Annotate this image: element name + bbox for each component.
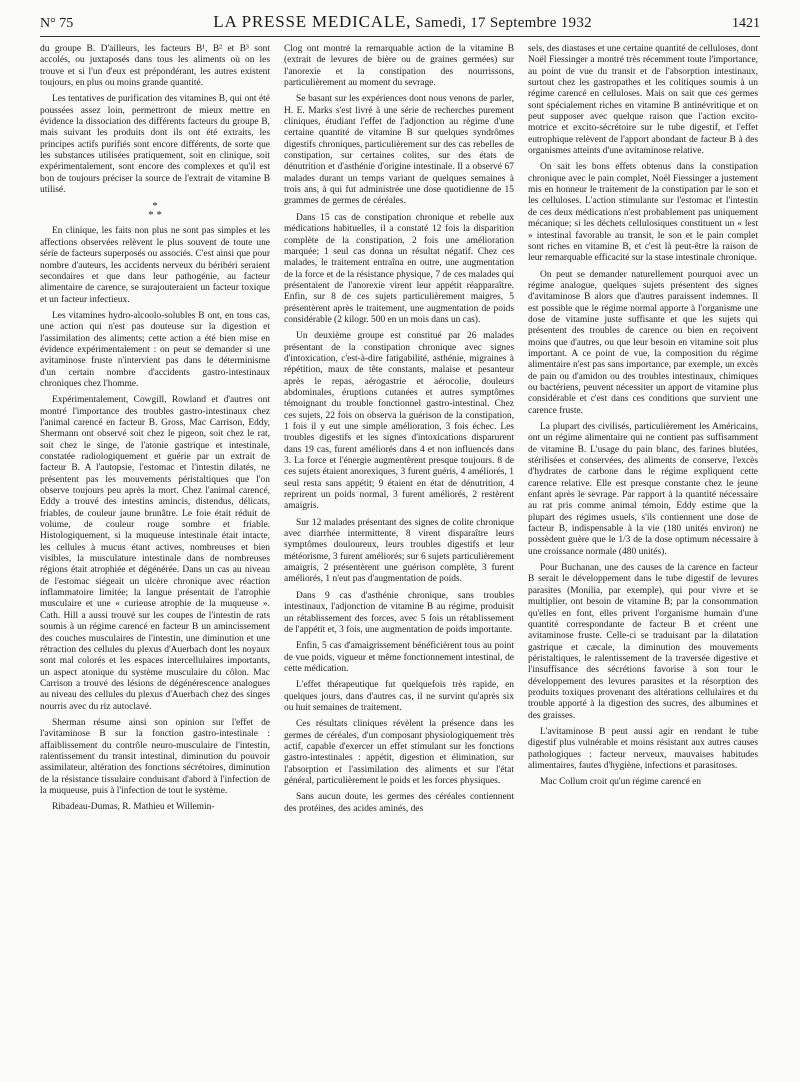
column-1 (40, 44, 270, 1074)
column-3 (528, 44, 758, 1074)
column-2 (284, 44, 514, 1074)
paragraph: Un deuxième groupe est constitué par 26 malades présentant de la constipation chronique avec signes d'intoxication, c'est-à-dire fatigabilité, asthénie, migraines à répétition, maux de tête constants, malaise et pesanteur après le repas, aérogastrie et aérocolie, douleurs abdominales, éruptions cutanées et autres symptômes témoignant du trouble fonctionnel gastro-intestinal. Chez ces sujets, 22 fois on observa la guérison de la constipation, 1 fois il y eut une simple amélioration, 3 fois échec. Les troubles digestifs et les signes d'intoxications disparurent dans 19 cas, furent améliorés dans 4 et non influencés dans 3. La force et l'énergie augmentèrent presque toujours. 8 de ces sujets étaient anorexiques, 3 furent guéris, 4 améliorés, 1 seul resta sans appétit; 9 étaient en état de dénutrition, 4 reprirent un poids normal, 3 furent améliorés, 2 restèrent amaigris. (284, 331, 514, 512)
issue-number: N° 75 (40, 16, 74, 31)
paragraph: Mac Collum croit qu'un régime carencé en (540, 777, 702, 788)
issue-date: Samedi, 17 Septembre 1932 (415, 15, 592, 31)
paragraph: Dans 9 cas d'asthénie chronique, sans troubles intestinaux, l'adjonction de vitamine B au régime, produisit un rétablissement des forces, avec 5 fois un rétablissement de l'appétit et, 3 fois, une augmentation de poids importante. (284, 590, 514, 635)
paragraph: sels, des diastases et une certaine quantité de celluloses, dont Noël Fiessinger a montré très récemment toute l'importance, au point de vue du transit et de l'absorption intestinaux, surtout chez les gastropathes et les colitiques soumis à un régime carencé en celluloses. Mais on sait que ces germes sont spécialement riches en vitamine B antinévritique et on peut supposer avec quelque raison que l'action excito-motrice et excito-sécrétoire sur le tube digestif, et l'effet eutrophique relèvent de l'apport abondant de facteur B à des organismes atteints d'une avitaminose relative. (528, 44, 758, 157)
page-header (40, 12, 760, 36)
paragraph: La plupart des civilisés, particulièrement les Américains, ont un régime alimentaire qui ne contient pas suffisamment de vitamine B. L'usage du pain blanc, des farines blutées, stérilisées et conservées, des aliments de conserve, l'excès d'hydrates de carbone dans le régime expliquent cette carence relative. Elle est presque constante chez le jeune enfant après le sevrage. Par rapport à la quantité nécessaire au rat pris comme animal témoin, Eddy estime que la plupart des régimes usuels, s'ils contiennent une dose de facteur B, indispensable à la vie (180 unités environ) ne possèdent guère que le 1/3 de la dose optimum nécessaire à une croissance normale (480 unités). (528, 422, 758, 557)
paragraph: Enfin, 5 cas d'amaigrissement bénéficièrent tous au point de vue poids, vigueur et même fonctionnement intestinal, de cette médication. (284, 641, 514, 674)
paragraph: Sans aucun doute, les germes des céréales contiennent des protéines, des acides aminés, des (284, 792, 514, 814)
paragraph: On peut se demander naturellement pourquoi avec un régime analogue, quelques sujets présentent des signes d'avitaminose B alors que d'autres paraissent indemnes. Il est possible que le régime normal apporte à l'organisme une dose de vitamine juste suffisante et que les sujets qui présentent des troubles de carence ou bien en reçoivent moins que d'autres, ou que leur besoin en vitamine soit plus important. A ce point de vue, la composition du régime alimentaire n'est pas sans importance, par exemple, un excès de pain ou d'amidon ou des troubles intestinaux, chimiques ou bactériens, peuvent nécessiter un apport de vitamine plus considérable et c'est dans ces conditions que survient une carence fruste. (528, 269, 758, 416)
separator-stars-bottom: * * (148, 209, 162, 222)
paragraph: On sait les bons effets obtenus dans la constipation chronique avec le pain complet, Noël Fiessinger a justement mis en honneur le traitement de la constipation par le son et les celluloses. L'action stimulante sur l'estomac et l'intestin de ces deux médications n'est probablement pas uniquement mécanique; si les déchets cellulosiques constituent un « lest » intestinal favorable au transit, le son et le pain complet sont riches en vitamine B, et c'est là peut-être la raison de leur remarquable efficacité sur la stase intestinale chronique. (528, 162, 758, 264)
paragraph: Se basant sur les expériences dont nous venons de parler, H. E. Marks s'est livré à une série de recherches purement cliniques, étudiant l'effet de l'adjonction au régime d'une certaine quantité de vitamine B sur quelques syndrômes digestifs chroniques, particulièrement sur des cas rebelles de constipation, sur certaines colites, sur des états de dénutrition et d'asthénie d'origine intestinale. Il a observé 67 malades durant un temps variant de quelques semaines à trois ans, à qui fut administrée une dose quotidienne de 15 grammes de germes de céréales. (284, 94, 514, 207)
header-rule (40, 36, 760, 37)
paragraph: du groupe B. D'ailleurs, les facteurs B¹, B² et B³ sont accolés, ou juxtaposés dans tous les aliments où on les trouve et si l'un d'eux est prépondérant, les autres existent toujours, en plus ou moins grande quantité. (40, 44, 270, 89)
paragraph: Les vitamines hydro-alcoolo-solubles B ont, en tous cas, une action qui n'est pas douteuse sur la digestion et l'assimilation des aliments; cette action a été bien mise en évidence expérimentalement : on peut se demander si une avitaminose fruste n'intervient pas dans le déterminisme d'un certain nombre d'accidents gastro-intestinaux chroniques chez l'homme. (40, 310, 270, 389)
paragraph: Sur 12 malades présentant des signes de colite chronique avec diarrhée intermittente, 8 virent disparaître leurs symptômes douloureux, leurs troubles digestifs et leur météorisme, 3 furent améliorés; sur 6 sujets particulièrement amaigris, 2 présentèrent une guérison complète, 3 furent améliorés, 1 n'eut pas d'augmentation de poids. (284, 517, 514, 585)
paragraph: Ces résultats cliniques révèlent la présence dans les germes de céréales, d'un composant physiologiquement très actif, capable d'exercer un effet stimulant sur les fonctions gastro-intestinales : appétit, digestion et élimination, sur l'absorption et l'assimilation des aliments et sur l'état général, particulièrement le poids et les forces physiques. (284, 719, 514, 786)
separator-star-top: * (152, 200, 158, 213)
paragraph: L'avitaminose B peut aussi agir en rendant le tube digestif plus vulnérable et moins résistant aux autres causes pathologiques : facteur nerveux, mauvaises habitudes alimentaires, fautes d'hygiène, infections et parasitoses. (528, 726, 758, 771)
paragraph: Ribadeau-Dumas, R. Mathieu et Willemin- (52, 802, 215, 813)
paragraph: Les tentatives de purification des vitamines B, qui ont été poussées assez loin, permettront de mieux mettre en évidence la dissociation des différents facteurs du groupe B, mais suivant les produits dont ils ont été extraits, les principes actifs purifiés sont encore différents, de sorte que les substances utilisées pratiquement, soit en clinique, soit expérimentalement, sont encore des complexes et qu'il est bon de toujours préciser la source de l'extrait de vitamine B utilisé. (40, 94, 270, 196)
paragraph: Expérimentalement, Cowgill, Rowland et d'autres ont montré l'importance des troubles gastro-intestinaux chez l'animal carencé en facteur B. Gross, Mac Carrison, Eddy, Shermann ont observé soit chez le pigeon, soit chez le rat, soit chez le singe, de l'atonie gastrique et intestinale, constatée radiologiquement et guérie par un extrait de facteur B. A l'autopsie, l'estomac et l'intestin dilatés, ne présentent pas les mouvements péristaltiques que l'on observe toujours peu après la mort. Chez l'animal carencé, Eddy a trouvé des intestins amincis, distendus, délicats, friables, de couleur jaune brunâtre. Le foie était réduit de volume, de couleur rouge sombre et friable. Histologiquement, si la muqueuse intestinale était intacte, les cellules à mucus étant actives, nombreuses et bien visibles, la musculature intestinale dans de nombreuses régions était atrophiée et dégénérée. Dans un cas au niveau de l'estomac siégeait un ulcère chronique avec réaction inflammatoire limitée; la langue présentait de l'atrophie musculaire et une « curieuse atrophie de la muqueuse ». Cath. Hill a aussi trouvé sur les coupes de l'intestin de rats soumis à un régime carencé en facteur B un amincissement des couches musculaires de l'intestin, une diminution et une rétraction des cellules du plexus d'Auerbach dont les noyaux sont mal colorés et les espaces intercellulaires importants, un aspect atonique du système musculaire du côlon. Mac Carrison a trouvé des lésions de dégénérescence analogues au niveau des cellules du plexus d'Auerbach chez des singes nourris avec du riz autoclavé. (40, 395, 270, 712)
paragraph: Pour Buchanan, une des causes de la carence en facteur B serait le développement dans le tube digestif de levures parasites (Monilia, par exemple), qui pour vivre et se multiplier, ont besoin de vitamine B; par la consommation qu'elles en font, elles privent l'organisme humain d'une quantité correspondante de facteur B et créent une avitaminose fruste. Celle-ci se traduisant par la dilatation gastrique et cæcale, la diminution des mouvements péristaltiques, le ralentissement de la traversée digestive et l'insuffisance des sécrétions favorise à son tour le développement des levures parasites et la résorption des produits toxiques provenant des altérations cellulaires et du trouble apporté à la digestion des sucres, des albumines et des graisses. (528, 563, 758, 721)
paragraph: L'effet thérapeutique fut quelquefois très rapide, en quelques jours, dans d'autres cas, il ne survint qu'après six ou huit semaines de traitement. (284, 680, 514, 713)
paragraph: Sherman résume ainsi son opinion sur l'effet de l'avitaminose B sur la fonction gastro-intestinale : affaiblissement du contrôle neuro-musculaire de l'intestin, ralentissement du transit intestinal, diminution du pouvoir assimilateur, altération des fonctions sécrétoires, diminution de la résistance tissulaire conduisant d'abord à l'infection de la muqueuse, puis à l'infection de tout le système. (40, 717, 270, 796)
section-separator (40, 202, 270, 220)
masthead (213, 12, 592, 32)
paragraph: Clog ont montré la remarquable action de la vitamine B (extrait de levures de bière ou de graines germées) sur l'anorexie et la constipation des nourrissons, particulièrement au moment du sevrage. (284, 44, 514, 89)
journal-title: LA PRESSE MEDICALE, (213, 12, 412, 31)
paragraph: En clinique, les faits non plus ne sont pas simples et les affections observées relèvent le plus souvent de toute une série de facteurs superposés ou associés. C'est ainsi que pour nombre d'auteurs, les accidents nerveux du béribéri seraient secondaires et que dans leur pathogénie, au facteur alimentaire de carence, se surajouteraient un facteur toxique et un facteur infectieux. (40, 226, 270, 305)
article-columns (40, 44, 760, 1074)
page-number: 1421 (731, 16, 760, 31)
paragraph: Dans 15 cas de constipation chronique et rebelle aux médications habituelles, il a constaté 12 fois la disparition complète de la constipation, 2 fois une amélioration marquée; 1 seul cas donna un résultat négatif. Chez ces malades, le traitement entraîna en outre, une augmentation de la force et de la résistance physique, 7 de ces malades qui présentaient de l'anorexie virent leur appétit réapparaître. Enfin, sur 8 de ces sujets particulièrement maigres, 5 présentèrent après le traitement, une augmentation de poids considérable (2 kilogr. 500 en un mois dans un cas). (284, 212, 514, 325)
